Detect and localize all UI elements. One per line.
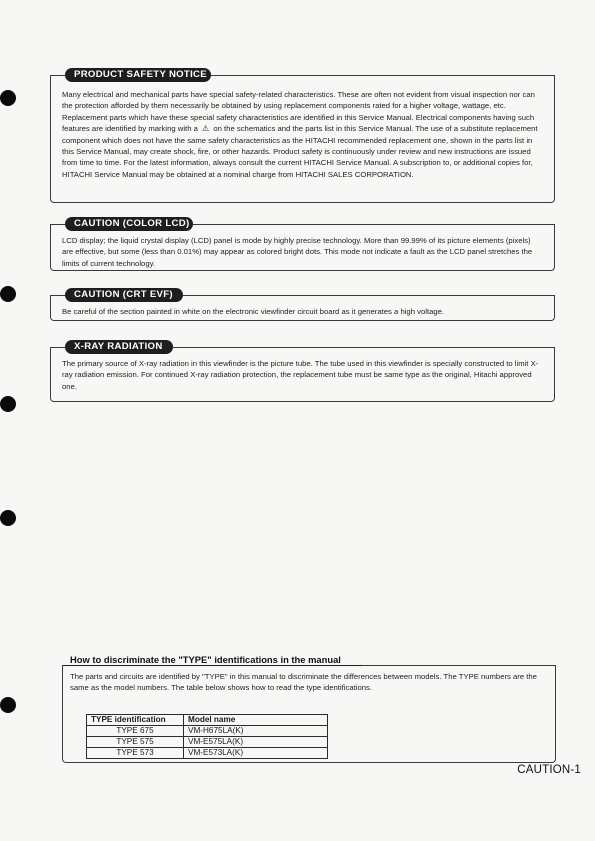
type-cell: TYPE 575 (87, 737, 184, 748)
table-row (87, 726, 328, 737)
box-top-rule (362, 665, 556, 666)
caution-evf-title: CAUTION (CRT EVF) (65, 288, 183, 302)
box-top-rule (183, 295, 555, 296)
type-table (86, 714, 328, 759)
model-cell: VM-H675LA(K) (184, 726, 328, 737)
product-safety-text-part2: on the schematics and the parts list in this Service Manual. The use of a substitute replacement component which does not have the same safety characteristics as the HITACHI recommended replacement one, shown in the parts list in this Service Manual, may create shock, fire, or other hazards. Product safety is continuously under review and new instructions are issued from time to time. For the latest information, always consult the current HITACHI Service Manual. A subscription to, or additional copies for, HITACHI Service Manual may be obtained at a nominal charge from HITACHI SALES CORPORATION. (62, 124, 538, 179)
type-cell: TYPE 675 (87, 726, 184, 737)
xray-text: The primary source of X-ray radiation in this viewfinder is the picture tube. The tube used in this viewfinder is specially constructed to limit X-ray radiation emission. For continued X-ray radiation protection, the replacement tube must be same type as the original, Hitachi approved one. (62, 359, 539, 391)
box-top-rule (173, 347, 555, 348)
box-top-rule (50, 347, 65, 348)
binder-hole-icon (0, 697, 16, 713)
box-top-rule (50, 295, 65, 296)
product-safety-text (62, 89, 546, 180)
page-number: CAUTION-1 (517, 764, 581, 776)
table-row (87, 748, 328, 759)
type-section-text: The parts and circuits are identified by "TYPE" in this manual to discriminate the differences between models. The TYPE numbers are the same as the model numbers. The table below shows how to read the type identifications. (70, 672, 537, 693)
type-table-header-row (87, 715, 328, 726)
binder-hole-icon (0, 510, 16, 526)
box-top-rule (50, 75, 65, 76)
warning-triangle-icon: ⚠ (202, 124, 210, 134)
type-cell: TYPE 573 (87, 748, 184, 759)
caution-lcd-title: CAUTION (COLOR LCD) (65, 217, 193, 231)
model-cell: VM-E575LA(K) (184, 737, 328, 748)
table-row (87, 737, 328, 748)
caution-evf-text: Be careful of the section painted in white on the electronic viewfinder circuit board as it generates a high voltage. (62, 307, 445, 316)
model-cell: VM-E573LA(K) (184, 748, 328, 759)
box-top-rule (211, 75, 555, 76)
type-section-heading: How to discriminate the "TYPE" identifications in the manual (70, 654, 341, 665)
xray-title: X-RAY RADIATION (65, 340, 173, 354)
caution-lcd-text: LCD display; the liquid crystal display (LCD) panel is mode by highly precise technology. More than 99.99% of its picture elements (pixels) are effective, but some (less than 0.01%) may appear as colored bright dots. This mode not indicate a fault as the LCD panel stretches the limits of current technology. (62, 236, 533, 268)
binder-hole-icon (0, 286, 16, 302)
box-top-rule (50, 224, 65, 225)
binder-hole-icon (0, 396, 16, 412)
type-table-header-type: TYPE identification (87, 715, 184, 726)
product-safety-title: PRODUCT SAFETY NOTICE (65, 68, 211, 82)
binder-hole-icon (0, 90, 16, 106)
type-table-header-model: Model name (184, 715, 328, 726)
box-top-rule (193, 224, 555, 225)
product-safety-text-part1: Many electrical and mechanical parts have special safety-related characteristics. These are often not evident from visual inspection nor can the protection afforded by them necessarily be obtained by using replacement components rated for a higher voltage, wattage, etc. Replacement parts which have these special safety characteristics are identified in this Service Manual. Electrical components having such features are identified by marking with a (62, 90, 535, 134)
